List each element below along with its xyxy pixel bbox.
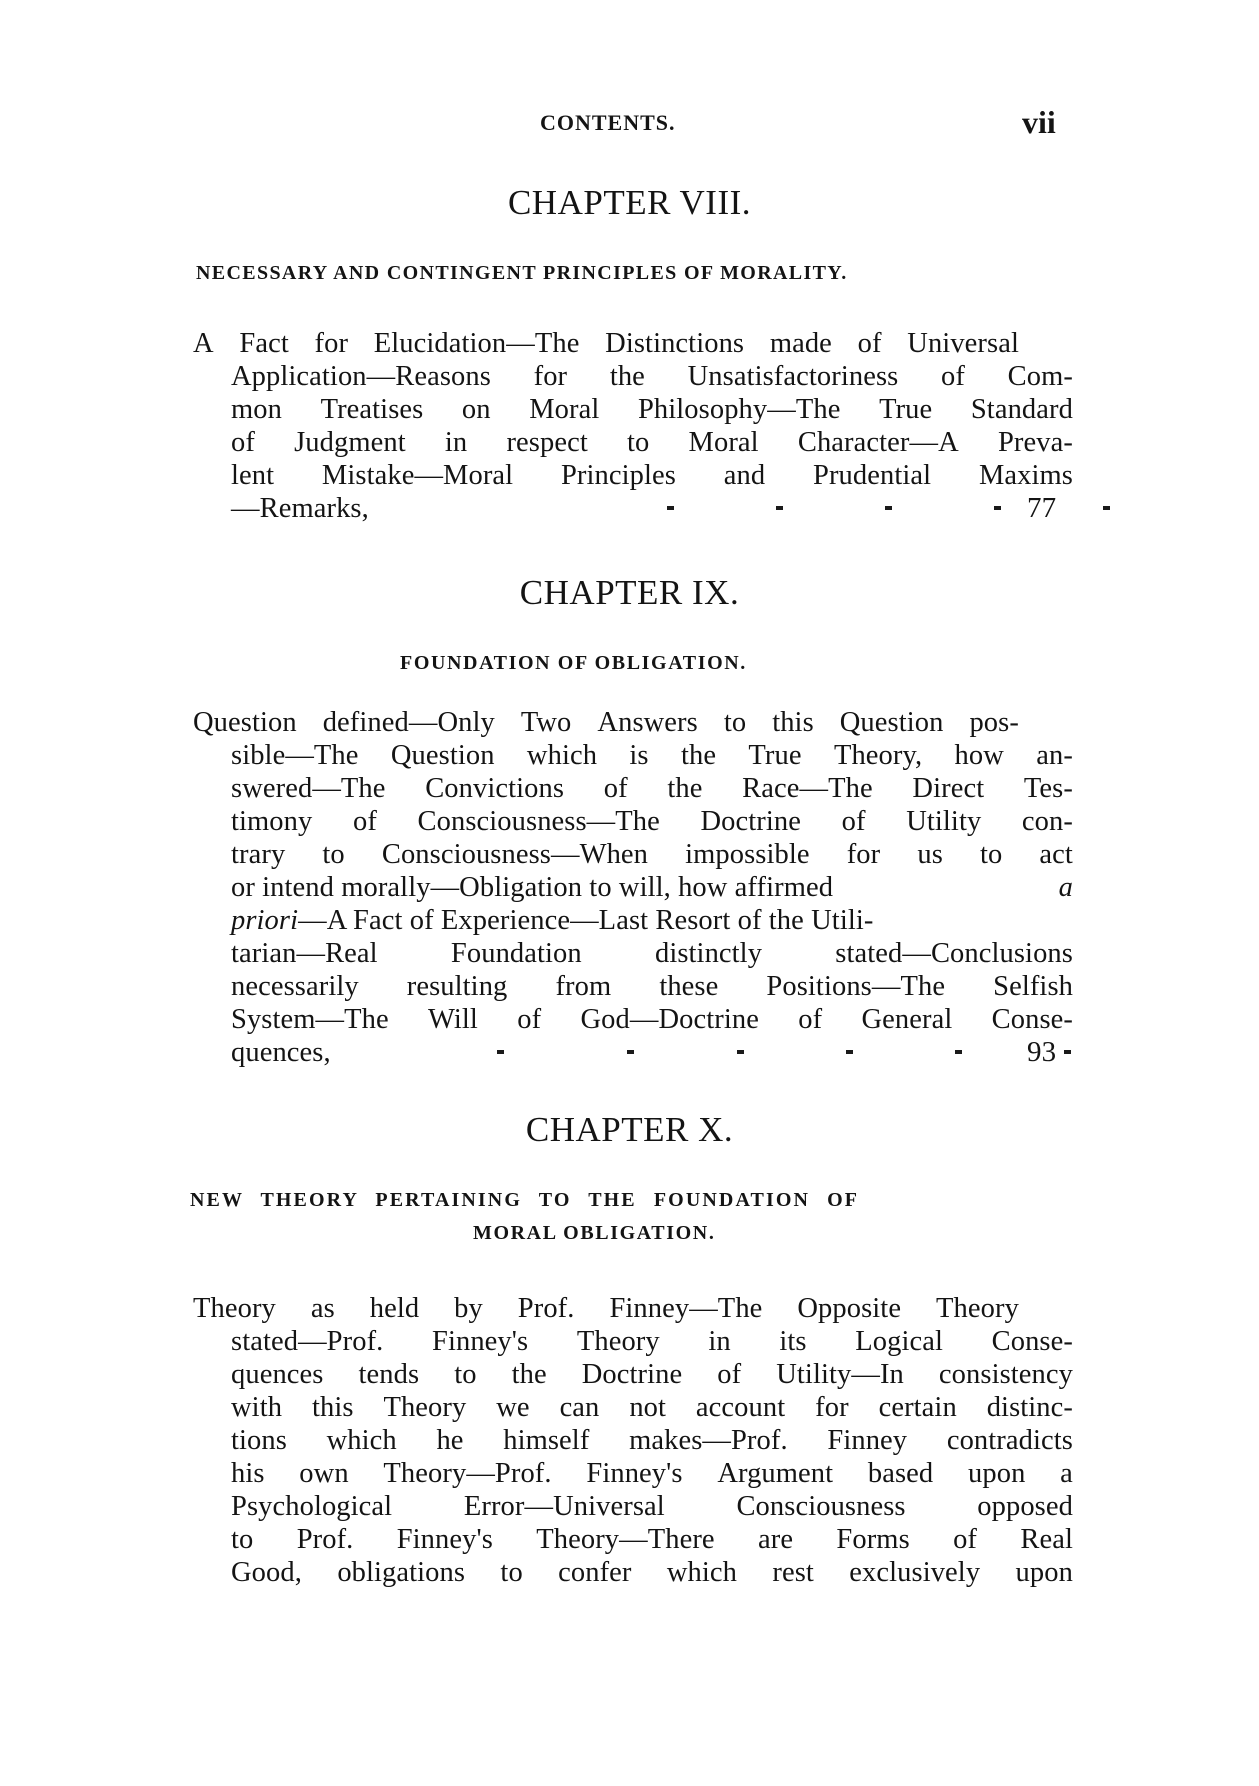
entry-line: mon Treatises on Moral Philosophy—The True Standard bbox=[231, 394, 1073, 425]
chapter-subtitle: MORAL OBLIGATION. bbox=[473, 1222, 716, 1244]
toc-entry bbox=[193, 327, 1073, 525]
entry-line: System—The Will of God—Doctrine of General Conse- bbox=[231, 1004, 1073, 1035]
entry-line: —Remarks, 77 bbox=[193, 492, 1073, 525]
entry-line: timony of Consciousness—The Doctrine of Utility con- bbox=[231, 806, 1073, 837]
entry-line: swered—The Convictions of the Race—The Direct Tes- bbox=[231, 773, 1073, 804]
entry-line: quences, 93 bbox=[193, 1036, 1073, 1069]
running-head bbox=[0, 104, 1259, 144]
entry-line: tarian—Real Foundation distinctly stated—Conclusions bbox=[231, 938, 1073, 969]
chapter-subtitle: NEW THEORY PERTAINING TO THE FOUNDATION OF bbox=[190, 1189, 860, 1211]
italic-word: priori bbox=[231, 905, 299, 936]
entry-line: trary to Consciousness—When impossible for us to act bbox=[231, 839, 1073, 870]
toc-entry bbox=[193, 706, 1073, 1069]
entry-line: priori—A Fact of Experience—Last Resort of the Utili- bbox=[231, 905, 874, 936]
entry-line: to Prof. Finney's Theory—There are Forms of Real bbox=[231, 1524, 1073, 1555]
chapter-heading: CHAPTER X. bbox=[525, 1110, 734, 1149]
chapter-subtitle: FOUNDATION OF OBLIGATION. bbox=[400, 652, 747, 674]
page-reference: 93 bbox=[1027, 1036, 1057, 1068]
page-number: vii bbox=[1022, 104, 1056, 140]
entry-line: his own Theory—Prof. Finney's Argument based upon a bbox=[231, 1458, 1073, 1489]
entry-line: Application—Reasons for the Unsatisfactoriness of Com- bbox=[231, 361, 1073, 392]
entry-line: Theory as held by Prof. Finney—The Opposite Theory bbox=[193, 1293, 1019, 1324]
italic-word: a bbox=[1058, 872, 1073, 903]
running-title: CONTENTS. bbox=[540, 110, 676, 135]
entry-line: sible—The Question which is the True Theory, how an- bbox=[231, 740, 1073, 771]
entry-line: quences tends to the Doctrine of Utility—In consistency bbox=[231, 1359, 1073, 1390]
entry-line: A Fact for Elucidation—The Distinctions made of Universal bbox=[193, 328, 1019, 359]
entry-line: or intend morally—Obligation to will, how affirmed a bbox=[231, 872, 1073, 903]
page-reference: 77 bbox=[1027, 492, 1057, 524]
entry-line: of Judgment in respect to Moral Character—A Preva- bbox=[231, 427, 1073, 458]
entry-line: necessarily resulting from these Positions—The Selfish bbox=[231, 971, 1073, 1002]
chapter-subtitle: NECESSARY AND CONTINGENT PRINCIPLES OF MORALITY. bbox=[196, 262, 848, 284]
toc-entry bbox=[193, 1292, 1073, 1589]
entry-line: tions which he himself makes—Prof. Finney contradicts bbox=[231, 1425, 1073, 1456]
entry-line: with this Theory we can not account for certain distinc- bbox=[231, 1392, 1073, 1423]
entry-line: lent Mistake—Moral Principles and Prudential Maxims bbox=[231, 460, 1073, 491]
chapter-heading: CHAPTER VIII. bbox=[507, 183, 752, 222]
entry-line: Good, obligations to confer which rest exclusively upon bbox=[231, 1557, 1073, 1588]
entry-line: stated—Prof. Finney's Theory in its Logical Conse- bbox=[231, 1326, 1073, 1357]
chapter-heading: CHAPTER IX. bbox=[519, 573, 740, 612]
entry-line: Psychological Error—Universal Consciousness opposed bbox=[231, 1491, 1073, 1522]
entry-line: Question defined—Only Two Answers to this Question pos- bbox=[193, 707, 1019, 738]
